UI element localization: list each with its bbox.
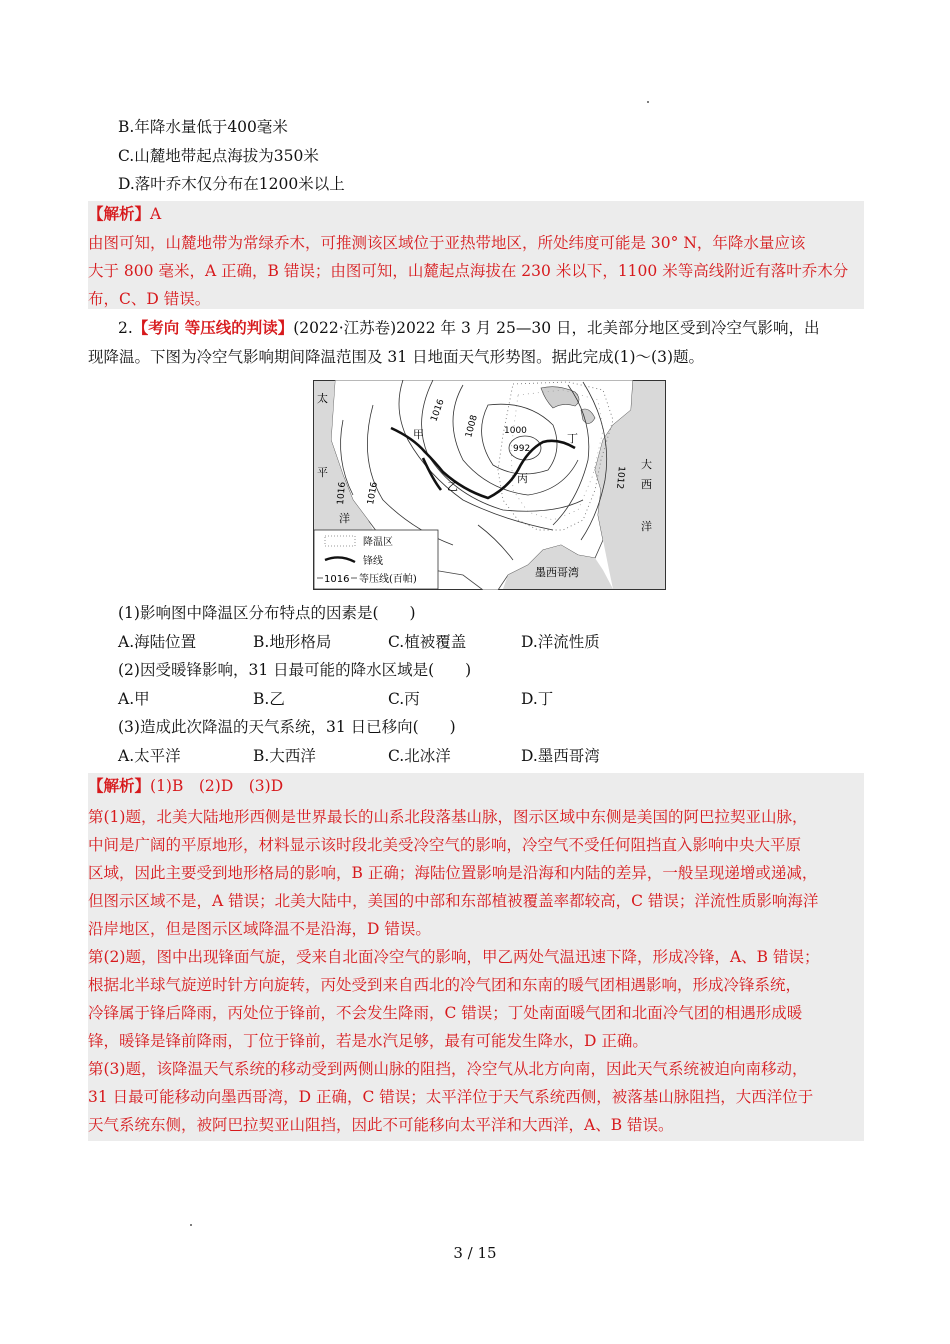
analysis-2-line: 31 日最可能移动向墨西哥湾，D 正确，C 错误；太平洋位于天气系统西侧，被落基山脉阻挡，大西洋位于 <box>88 1088 814 1106</box>
isobar-label: 1000 <box>504 426 527 436</box>
question-number: 2. <box>118 319 133 337</box>
label-pacific: 太 <box>317 392 328 405</box>
weather-map <box>313 380 666 590</box>
option: C.植被覆盖 <box>388 633 467 651</box>
option: B.乙 <box>253 690 285 708</box>
legend-front-label: 锋线 <box>363 556 383 567</box>
analysis-2-line: 冷锋属于锋后降雨，丙处位于锋前，不会发生降雨，C 错误；丁处南面暖气团和北面冷气团的相遇形成暖 <box>88 1004 803 1022</box>
label-jia: 甲 <box>413 428 424 441</box>
isobar-label: 1016 <box>429 398 447 424</box>
analysis-label: 【解析】 <box>88 776 151 795</box>
option: A.海陆位置 <box>118 633 197 651</box>
label-pacific: 平 <box>317 466 328 479</box>
page-number: 3 / 15 <box>453 1244 497 1262</box>
legend-isobar-number: 1016 <box>324 574 350 585</box>
analysis-1-text <box>88 229 864 313</box>
label-ding: 丁 <box>567 432 578 445</box>
option: B.地形格局 <box>253 633 332 651</box>
label-yi: 乙 <box>447 480 458 493</box>
option: A.甲 <box>118 690 150 708</box>
question-2-line-2: 现降温。下图为冷空气影响期间降温范围及 31 日地面天气形势图。据此完成(1)～(3)题。 <box>88 348 704 366</box>
subquestion-3: (3)造成此次降温的天气系统，31 日已移向( ) <box>118 718 456 736</box>
option: D.墨西哥湾 <box>521 747 600 765</box>
isobar-label: 1012 <box>614 465 626 490</box>
question-2-line-1 <box>118 317 820 339</box>
legend-cooling-label: 降温区 <box>363 537 393 548</box>
analysis-2-line: 区域，因此主要受到地形格局的影响，B 正确；海陆位置影响是沿海和内陆的差异，一般呈现递增或递减， <box>88 864 818 882</box>
analysis-2-line: 第(2)题，图中出现锋面气旋，受来自北面冷空气的影响，甲乙两处气温迅速下降，形成冷锋，A、B 错误； <box>88 948 820 966</box>
analysis-2-line: 第(3)题，该降温天气系统的移动受到两侧山脉的阻挡，冷空气从北方向南，因此天气系统被迫向南移动， <box>88 1060 808 1078</box>
analysis-2-text <box>88 803 864 1139</box>
option: C.北冰洋 <box>388 747 451 765</box>
label-pacific: 洋 <box>339 512 350 525</box>
analysis-2-header <box>88 775 283 797</box>
analysis-2-line: 中间是广阔的平原地形，材料显示该时段北美受冷空气的影响，冷空气不受任何阻挡直入影响中央大平原 <box>88 836 802 854</box>
isobar-label: 1016 <box>336 481 348 506</box>
isobar-label: 1008 <box>464 414 480 439</box>
analysis-label: 【解析】 <box>88 204 151 223</box>
analysis-1-line: 布，C、D 错误。 <box>88 290 211 308</box>
label-atlantic: 洋 <box>641 520 652 533</box>
analysis-answer: (1)B (2)D (3)D <box>150 777 284 795</box>
analysis-2-line: 第(1)题，北美大陆地形西侧是世界最长的山系北段落基山脉，图示区域中东侧是美国的阿巴拉契亚山脉， <box>88 808 808 826</box>
option: D.洋流性质 <box>521 633 600 651</box>
option: C.丙 <box>388 690 420 708</box>
analysis-1-line: 由图可知，山麓地带为常绿乔木，可推测该区域位于亚热带地区，所处纬度可能是 30° N，年降水量应该 <box>88 234 806 252</box>
isobar-label: 992 <box>513 444 531 454</box>
question-stem: (2022·江苏卷)2022 年 3 月 25—30 日，北美部分地区受到冷空气影响，出 <box>293 319 820 337</box>
label-gulf: 墨西哥湾 <box>535 566 579 579</box>
option: B.大西洋 <box>253 747 316 765</box>
analysis-2-line: 天气系统东侧，被阿巴拉契亚山阻挡，因此不可能移向太平洋和大西洋，A、B 错误。 <box>88 1116 674 1134</box>
subquestion-1: (1)影响图中降温区分布特点的因素是( ) <box>118 604 416 622</box>
option: D.丁 <box>521 690 554 708</box>
analysis-2-line: 但图示区域不是，A 错误；北美大陆中，美国的中部和东部植被覆盖率都较高，C 错误；洋流性质影响海洋 <box>88 892 819 910</box>
prev-option-c: C.山麓地带起点海拔为350米 <box>118 147 319 165</box>
analysis-answer: A <box>150 205 162 223</box>
label-atlantic: 西 <box>641 478 652 491</box>
analysis-1-line: 大于 800 毫米，A 正确，B 错误；由图可知，山麓起点海拔在 230 米以下，1100 米等高线附近有落叶乔木分 <box>88 262 849 280</box>
label-bing: 丙 <box>517 472 528 485</box>
isobar-label: 1016 <box>366 481 380 506</box>
question-tag: 【考向 等压线的判读】 <box>132 318 294 337</box>
stray-dot <box>190 1224 192 1226</box>
prev-option-b: B.年降水量低于400毫米 <box>118 118 288 136</box>
option: A.太平洋 <box>118 747 181 765</box>
prev-option-d: D.落叶乔木仅分布在1200米以上 <box>118 175 345 193</box>
legend-isobar-label: 等压线(百帕) <box>359 574 417 585</box>
subquestion-2: (2)因受暖锋影响，31 日最可能的降水区域是( ) <box>118 661 472 679</box>
analysis-1-header <box>88 203 161 225</box>
analysis-2-line: 根据北半球气旋逆时针方向旋转，丙处受到来自西北的冷气团和东南的暖气团相遇影响，形成冷锋系统， <box>88 976 802 994</box>
label-atlantic: 大 <box>641 458 652 471</box>
analysis-2-line: 锋，暖锋是锋前降雨，丁位于锋前，若是水汽足够，最有可能发生降水，D 正确。 <box>88 1032 648 1050</box>
analysis-2-line: 沿岸地区，但是图示区域降温不是沿海，D 错误。 <box>88 920 431 938</box>
stray-dot <box>647 101 649 103</box>
